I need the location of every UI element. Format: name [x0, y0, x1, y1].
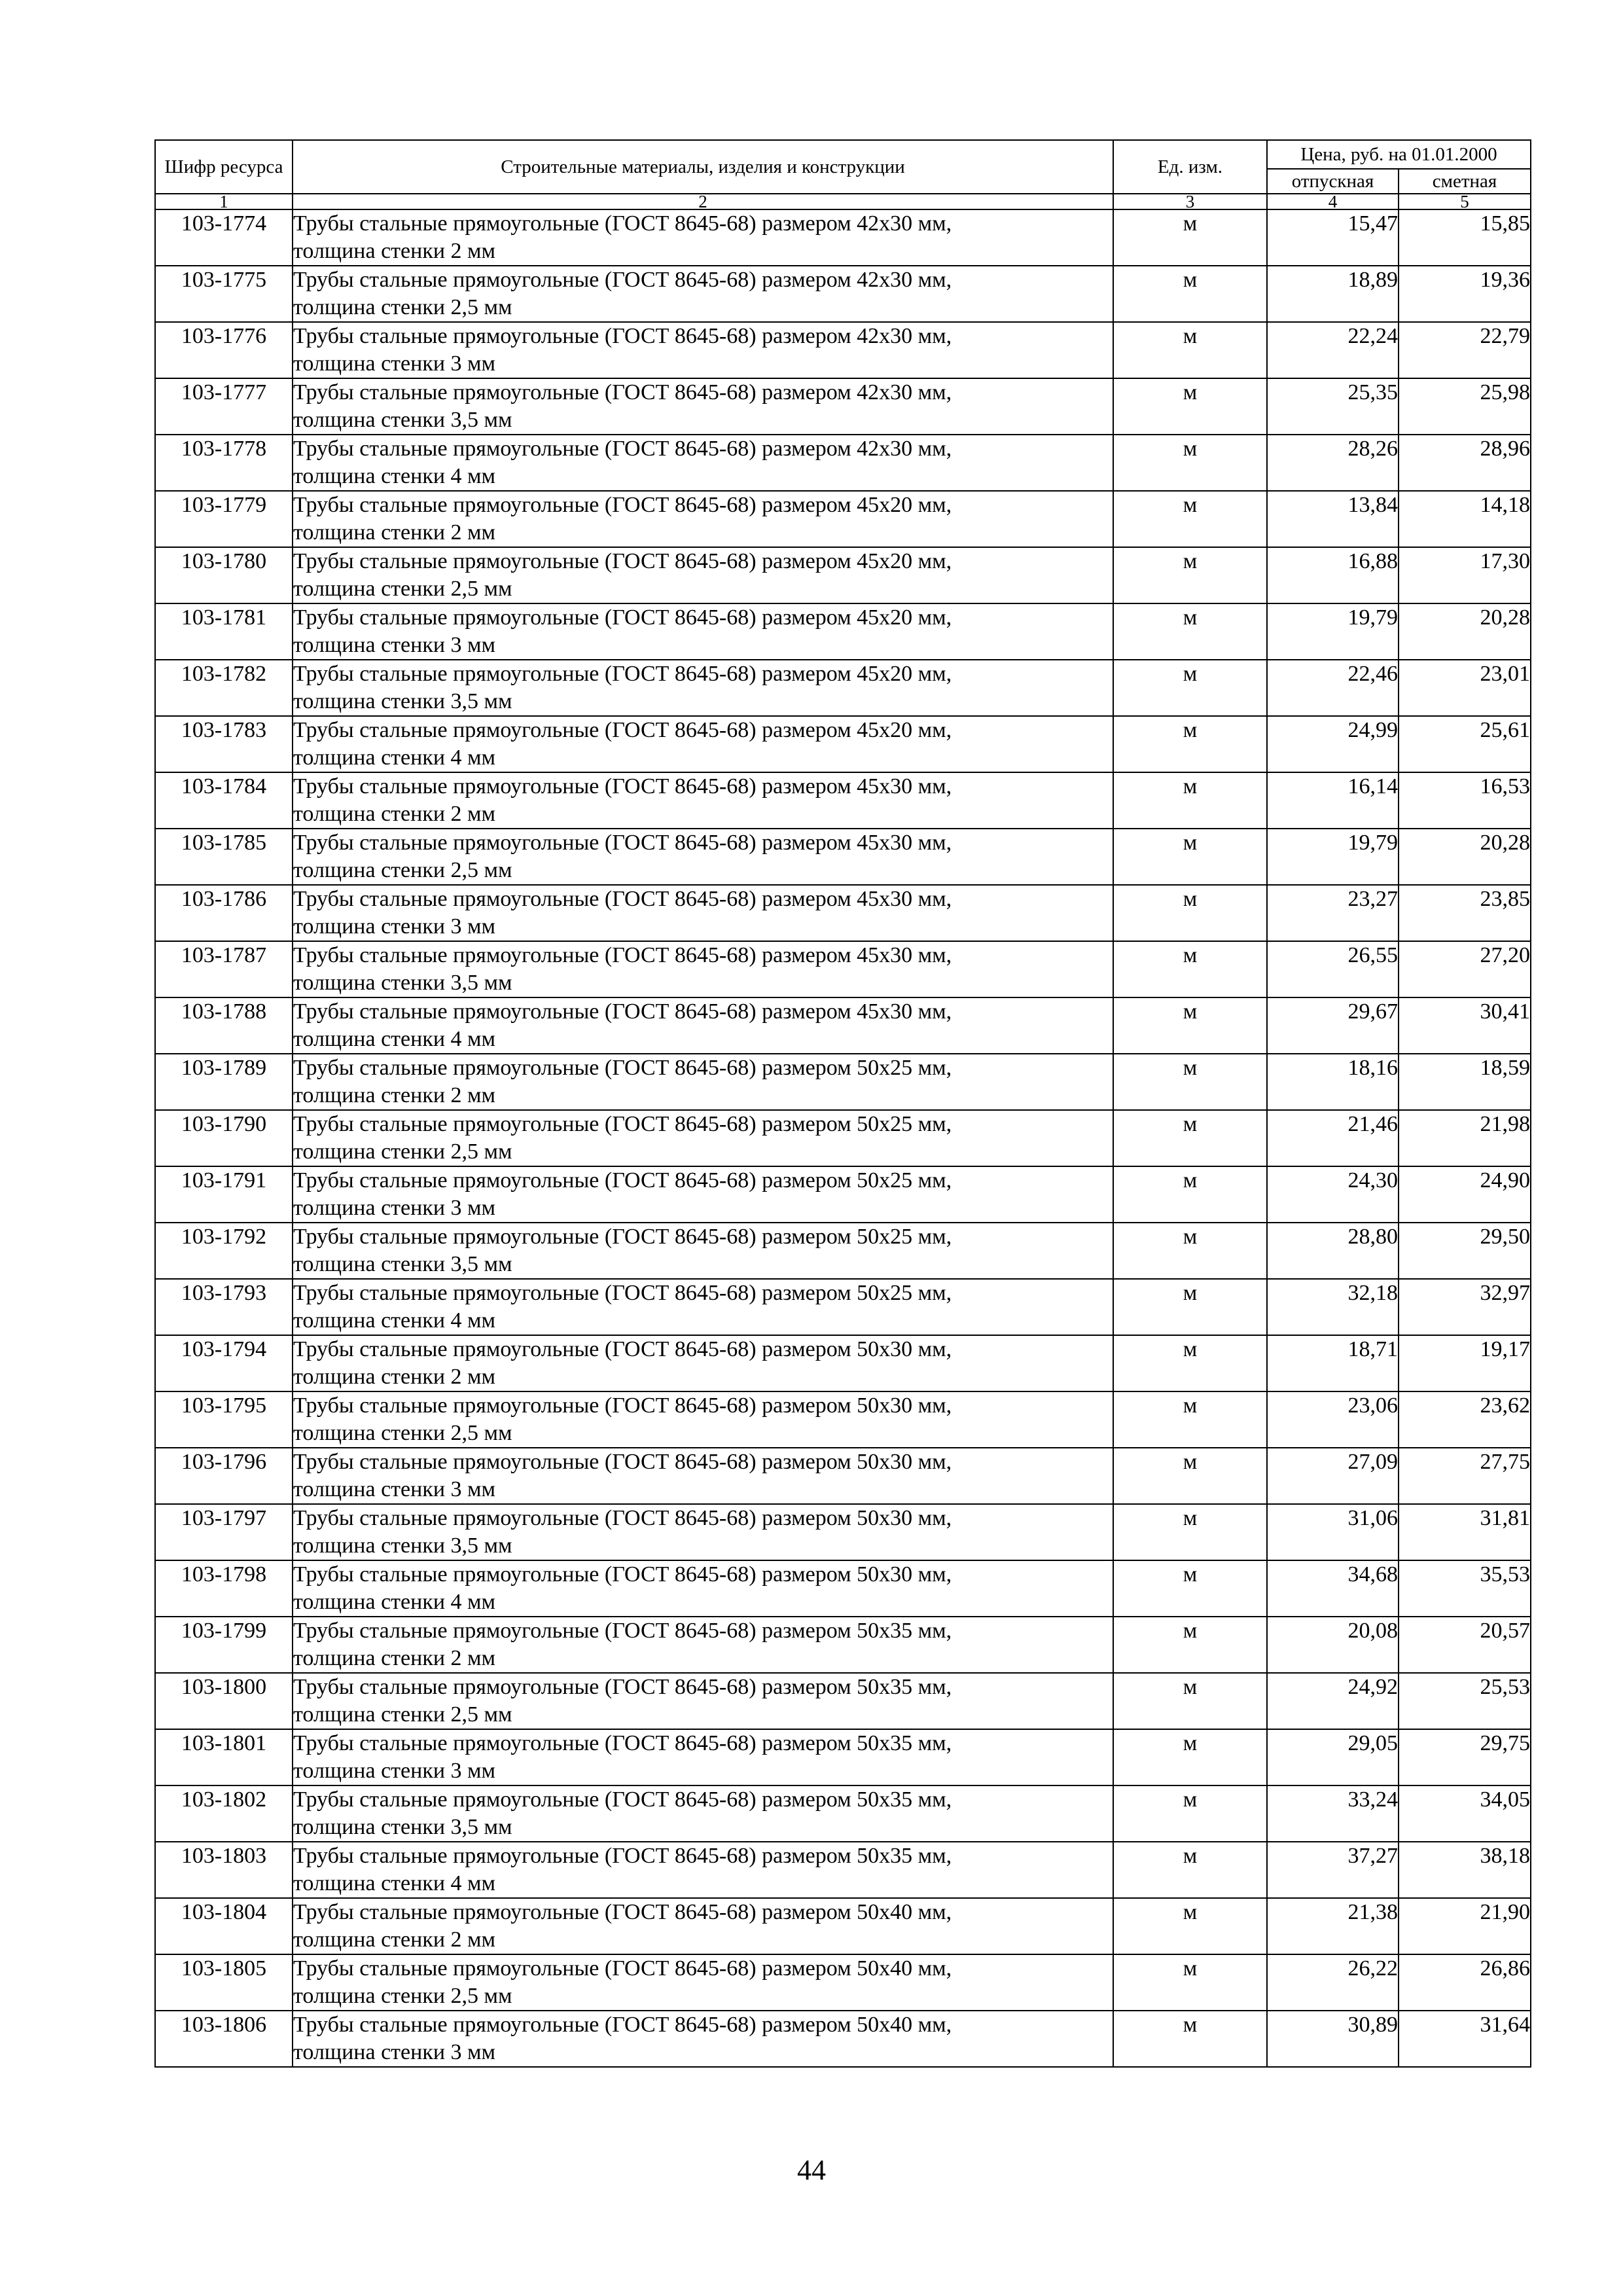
price-estimate: 19,17	[1399, 1335, 1531, 1391]
price-estimate: 21,98	[1399, 1110, 1531, 1166]
resource-code: 103-1789	[155, 1054, 293, 1110]
resource-code: 103-1775	[155, 266, 293, 322]
table-row	[155, 2011, 1531, 2067]
unit: м	[1113, 378, 1267, 435]
column-number: 1	[155, 194, 293, 209]
price-estimate: 15,85	[1399, 209, 1531, 266]
resource-code: 103-1795	[155, 1391, 293, 1448]
price-estimate: 26,86	[1399, 1954, 1531, 2011]
price-estimate: 17,30	[1399, 547, 1531, 603]
material-name-line-1: Трубы стальные прямоугольные (ГОСТ 8645-68) размером 50х30 мм,	[293, 1450, 952, 1474]
price-estimate: 25,98	[1399, 378, 1531, 435]
resource-code: 103-1774	[155, 209, 293, 266]
unit: м	[1113, 1223, 1267, 1279]
price-release: 13,84	[1267, 491, 1399, 547]
material-name-line-2: толщина стенки 3 мм	[293, 351, 496, 376]
column-number: 5	[1399, 194, 1531, 209]
resource-code: 103-1786	[155, 885, 293, 941]
material-name	[293, 1617, 1113, 1673]
price-estimate: 34,05	[1399, 1785, 1531, 1842]
unit: м	[1113, 772, 1267, 829]
table-row	[155, 266, 1531, 322]
price-estimate: 35,53	[1399, 1560, 1531, 1617]
unit: м	[1113, 322, 1267, 378]
resource-code: 103-1801	[155, 1729, 293, 1785]
material-name-line-1: Трубы стальные прямоугольные (ГОСТ 8645-68) размером 50х25 мм,	[293, 1056, 952, 1080]
resource-code: 103-1790	[155, 1110, 293, 1166]
unit: м	[1113, 547, 1267, 603]
unit: м	[1113, 2011, 1267, 2067]
header-code: Шифр ресурса	[155, 140, 293, 194]
material-name	[293, 1898, 1113, 1954]
resource-code: 103-1803	[155, 1842, 293, 1898]
table-row	[155, 1166, 1531, 1223]
material-name	[293, 1110, 1113, 1166]
material-name-line-1: Трубы стальные прямоугольные (ГОСТ 8645-68) размером 50х35 мм,	[293, 1844, 952, 1868]
table-row	[155, 547, 1531, 603]
table-row	[155, 1391, 1531, 1448]
material-name-line-2: толщина стенки 4 мм	[293, 1027, 496, 1051]
material-name-line-2: толщина стенки 3 мм	[293, 2040, 496, 2064]
header-name: Строительные материалы, изделия и конструкции	[293, 140, 1113, 194]
material-name-line-2: толщина стенки 3,5 мм	[293, 689, 512, 713]
material-name	[293, 941, 1113, 997]
material-name-line-2: толщина стенки 2 мм	[293, 239, 496, 263]
material-name	[293, 1448, 1113, 1504]
resource-code: 103-1782	[155, 660, 293, 716]
table-row	[155, 1617, 1531, 1673]
resource-code: 103-1796	[155, 1448, 293, 1504]
price-estimate: 31,81	[1399, 1504, 1531, 1560]
price-release: 28,26	[1267, 435, 1399, 491]
material-name-line-2: толщина стенки 3,5 мм	[293, 971, 512, 995]
price-release: 29,05	[1267, 1729, 1399, 1785]
material-name	[293, 547, 1113, 603]
material-name-line-2: толщина стенки 4 мм	[293, 1590, 496, 1614]
resource-code: 103-1785	[155, 829, 293, 885]
material-name-line-2: толщина стенки 3 мм	[293, 1759, 496, 1783]
material-name	[293, 491, 1113, 547]
material-name-line-2: толщина стенки 3 мм	[293, 914, 496, 939]
resource-code: 103-1781	[155, 603, 293, 660]
table-row	[155, 1842, 1531, 1898]
unit: м	[1113, 209, 1267, 266]
price-estimate: 23,62	[1399, 1391, 1531, 1448]
price-release: 18,71	[1267, 1335, 1399, 1391]
price-estimate: 20,57	[1399, 1617, 1531, 1673]
unit: м	[1113, 1842, 1267, 1898]
resource-code: 103-1806	[155, 2011, 293, 2067]
price-release: 23,27	[1267, 885, 1399, 941]
material-name-line-2: толщина стенки 2,5 мм	[293, 577, 512, 601]
table-row	[155, 941, 1531, 997]
material-name	[293, 2011, 1113, 2067]
price-estimate: 18,59	[1399, 1054, 1531, 1110]
price-release: 28,80	[1267, 1223, 1399, 1279]
price-release: 22,46	[1267, 660, 1399, 716]
material-name	[293, 772, 1113, 829]
material-name-line-2: толщина стенки 2 мм	[293, 520, 496, 545]
material-name	[293, 378, 1113, 435]
material-name-line-1: Трубы стальные прямоугольные (ГОСТ 8645-68) размером 42х30 мм,	[293, 324, 952, 348]
material-name	[293, 1166, 1113, 1223]
price-estimate: 32,97	[1399, 1279, 1531, 1335]
material-name-line-1: Трубы стальные прямоугольные (ГОСТ 8645-68) размером 50х40 мм,	[293, 1900, 952, 1924]
unit: м	[1113, 885, 1267, 941]
material-name-line-1: Трубы стальные прямоугольные (ГОСТ 8645-68) размером 42х30 мм,	[293, 211, 952, 236]
price-estimate: 25,61	[1399, 716, 1531, 772]
table-row	[155, 1054, 1531, 1110]
price-estimate: 30,41	[1399, 997, 1531, 1054]
unit: м	[1113, 1054, 1267, 1110]
unit: м	[1113, 1785, 1267, 1842]
price-release: 21,38	[1267, 1898, 1399, 1954]
material-name-line-2: толщина стенки 4 мм	[293, 464, 496, 488]
table-row	[155, 829, 1531, 885]
header-unit: Ед. изм.	[1113, 140, 1267, 194]
material-name-line-2: толщина стенки 4 мм	[293, 745, 496, 770]
column-number: 2	[293, 194, 1113, 209]
unit: м	[1113, 1448, 1267, 1504]
column-number: 3	[1113, 194, 1267, 209]
material-name-line-1: Трубы стальные прямоугольные (ГОСТ 8645-68) размером 45х30 мм,	[293, 943, 952, 967]
unit: м	[1113, 1954, 1267, 2011]
resource-code: 103-1779	[155, 491, 293, 547]
material-name-line-2: толщина стенки 3,5 мм	[293, 408, 512, 432]
material-name-line-1: Трубы стальные прямоугольные (ГОСТ 8645-68) размером 42х30 мм,	[293, 268, 952, 292]
material-name-line-1: Трубы стальные прямоугольные (ГОСТ 8645-68) размером 50х25 мм,	[293, 1281, 952, 1305]
unit: м	[1113, 1898, 1267, 1954]
unit: м	[1113, 603, 1267, 660]
price-release: 21,46	[1267, 1110, 1399, 1166]
material-name	[293, 1785, 1113, 1842]
resource-code: 103-1802	[155, 1785, 293, 1842]
table-row	[155, 435, 1531, 491]
unit: м	[1113, 1504, 1267, 1560]
price-release: 26,55	[1267, 941, 1399, 997]
material-name	[293, 1054, 1113, 1110]
material-name-line-2: толщина стенки 2 мм	[293, 1365, 496, 1389]
price-estimate: 27,20	[1399, 941, 1531, 997]
header-price-release: отпускная	[1267, 169, 1399, 194]
unit: м	[1113, 491, 1267, 547]
material-name-line-2: толщина стенки 3,5 мм	[293, 1815, 512, 1839]
unit: м	[1113, 435, 1267, 491]
material-name-line-1: Трубы стальные прямоугольные (ГОСТ 8645-68) размером 50х40 мм,	[293, 1956, 952, 1981]
price-release: 18,16	[1267, 1054, 1399, 1110]
price-estimate: 27,75	[1399, 1448, 1531, 1504]
table-row	[155, 1448, 1531, 1504]
material-name-line-2: толщина стенки 4 мм	[293, 1871, 496, 1895]
material-name-line-1: Трубы стальные прямоугольные (ГОСТ 8645-68) размером 50х25 мм,	[293, 1112, 952, 1136]
price-release: 26,22	[1267, 1954, 1399, 2011]
material-name	[293, 716, 1113, 772]
table-row	[155, 1335, 1531, 1391]
unit: м	[1113, 716, 1267, 772]
price-estimate: 21,90	[1399, 1898, 1531, 1954]
resource-code: 103-1805	[155, 1954, 293, 2011]
table-row	[155, 1504, 1531, 1560]
material-name-line-2: толщина стенки 2 мм	[293, 802, 496, 826]
price-estimate: 29,50	[1399, 1223, 1531, 1279]
price-release: 16,14	[1267, 772, 1399, 829]
price-release: 30,89	[1267, 2011, 1399, 2067]
material-name-line-2: толщина стенки 2 мм	[293, 1083, 496, 1107]
material-name	[293, 1842, 1113, 1898]
table-body	[155, 209, 1531, 2067]
table-row	[155, 1729, 1531, 1785]
unit: м	[1113, 997, 1267, 1054]
resource-code: 103-1777	[155, 378, 293, 435]
resource-code: 103-1780	[155, 547, 293, 603]
material-name-line-1: Трубы стальные прямоугольные (ГОСТ 8645-68) размером 50х30 мм,	[293, 1562, 952, 1587]
price-estimate: 20,28	[1399, 829, 1531, 885]
material-name-line-1: Трубы стальные прямоугольные (ГОСТ 8645-68) размером 42х30 мм,	[293, 380, 952, 404]
material-name-line-2: толщина стенки 2,5 мм	[293, 858, 512, 882]
price-estimate: 22,79	[1399, 322, 1531, 378]
material-name-line-1: Трубы стальные прямоугольные (ГОСТ 8645-68) размером 45х30 мм,	[293, 887, 952, 911]
header-price-estimate: сметная	[1399, 169, 1531, 194]
material-name-line-1: Трубы стальные прямоугольные (ГОСТ 8645-68) размером 50х30 мм,	[293, 1506, 952, 1530]
table-row	[155, 603, 1531, 660]
price-estimate: 23,01	[1399, 660, 1531, 716]
material-name-line-1: Трубы стальные прямоугольные (ГОСТ 8645-68) размером 50х35 мм,	[293, 1619, 952, 1643]
material-name-line-1: Трубы стальные прямоугольные (ГОСТ 8645-68) размером 45х20 мм,	[293, 718, 952, 742]
table-row	[155, 716, 1531, 772]
table-row	[155, 997, 1531, 1054]
unit: м	[1113, 1391, 1267, 1448]
material-name	[293, 1954, 1113, 2011]
unit: м	[1113, 1279, 1267, 1335]
price-release: 34,68	[1267, 1560, 1399, 1617]
price-estimate: 14,18	[1399, 491, 1531, 547]
price-release: 24,92	[1267, 1673, 1399, 1729]
resource-code: 103-1791	[155, 1166, 293, 1223]
price-estimate: 29,75	[1399, 1729, 1531, 1785]
header-price-group: Цена, руб. на 01.01.2000	[1267, 140, 1531, 169]
resource-code: 103-1784	[155, 772, 293, 829]
material-name	[293, 1391, 1113, 1448]
column-number: 4	[1267, 194, 1399, 209]
material-name	[293, 435, 1113, 491]
table-row	[155, 1673, 1531, 1729]
price-release: 23,06	[1267, 1391, 1399, 1448]
price-release: 27,09	[1267, 1448, 1399, 1504]
material-name-line-1: Трубы стальные прямоугольные (ГОСТ 8645-68) размером 50х30 мм,	[293, 1393, 952, 1418]
table-row	[155, 1898, 1531, 1954]
table-row	[155, 1223, 1531, 1279]
material-name	[293, 660, 1113, 716]
price-release: 18,89	[1267, 266, 1399, 322]
table-row	[155, 1785, 1531, 1842]
material-name-line-2: толщина стенки 3,5 мм	[293, 1252, 512, 1276]
page-number: 44	[797, 2154, 826, 2186]
material-name-line-1: Трубы стальные прямоугольные (ГОСТ 8645-68) размером 42х30 мм,	[293, 437, 952, 461]
resource-code: 103-1778	[155, 435, 293, 491]
table-row	[155, 322, 1531, 378]
unit: м	[1113, 1729, 1267, 1785]
unit: м	[1113, 660, 1267, 716]
unit: м	[1113, 1617, 1267, 1673]
material-name-line-1: Трубы стальные прямоугольные (ГОСТ 8645-68) размером 50х35 мм,	[293, 1787, 952, 1812]
material-name	[293, 1223, 1113, 1279]
resource-code: 103-1797	[155, 1504, 293, 1560]
material-name	[293, 1335, 1113, 1391]
table-row	[155, 1560, 1531, 1617]
unit: м	[1113, 1335, 1267, 1391]
resource-code: 103-1799	[155, 1617, 293, 1673]
price-release: 19,79	[1267, 829, 1399, 885]
material-name-line-1: Трубы стальные прямоугольные (ГОСТ 8645-68) размером 45х20 мм,	[293, 662, 952, 686]
material-name-line-2: толщина стенки 2,5 мм	[293, 1984, 512, 2008]
resource-code: 103-1804	[155, 1898, 293, 1954]
table-row	[155, 885, 1531, 941]
material-name-line-2: толщина стенки 4 мм	[293, 1308, 496, 1333]
price-release: 16,88	[1267, 547, 1399, 603]
price-release: 22,24	[1267, 322, 1399, 378]
price-release: 37,27	[1267, 1842, 1399, 1898]
resource-code: 103-1776	[155, 322, 293, 378]
material-name	[293, 322, 1113, 378]
price-estimate: 20,28	[1399, 603, 1531, 660]
price-estimate: 24,90	[1399, 1166, 1531, 1223]
price-release: 29,67	[1267, 997, 1399, 1054]
unit: м	[1113, 1110, 1267, 1166]
price-estimate: 16,53	[1399, 772, 1531, 829]
table-row	[155, 660, 1531, 716]
price-release: 24,30	[1267, 1166, 1399, 1223]
material-name-line-2: толщина стенки 2,5 мм	[293, 1421, 512, 1445]
material-name-line-1: Трубы стальные прямоугольные (ГОСТ 8645-68) размером 45х20 мм,	[293, 493, 952, 517]
price-release: 20,08	[1267, 1617, 1399, 1673]
price-release: 31,06	[1267, 1504, 1399, 1560]
material-name-line-2: толщина стенки 3 мм	[293, 633, 496, 657]
material-name-line-1: Трубы стальные прямоугольные (ГОСТ 8645-68) размером 50х25 мм,	[293, 1168, 952, 1193]
resource-code: 103-1794	[155, 1335, 293, 1391]
price-release: 19,79	[1267, 603, 1399, 660]
price-release: 15,47	[1267, 209, 1399, 266]
price-release: 24,99	[1267, 716, 1399, 772]
unit: м	[1113, 829, 1267, 885]
price-release: 32,18	[1267, 1279, 1399, 1335]
material-name	[293, 829, 1113, 885]
price-estimate: 19,36	[1399, 266, 1531, 322]
material-name	[293, 1729, 1113, 1785]
resource-code: 103-1787	[155, 941, 293, 997]
material-name-line-1: Трубы стальные прямоугольные (ГОСТ 8645-68) размером 45х30 мм,	[293, 774, 952, 798]
price-table	[154, 139, 1531, 2068]
unit: м	[1113, 1560, 1267, 1617]
price-release: 33,24	[1267, 1785, 1399, 1842]
table-row	[155, 491, 1531, 547]
material-name-line-1: Трубы стальные прямоугольные (ГОСТ 8645-68) размером 50х35 мм,	[293, 1731, 952, 1755]
resource-code: 103-1793	[155, 1279, 293, 1335]
price-estimate: 28,96	[1399, 435, 1531, 491]
material-name-line-2: толщина стенки 3 мм	[293, 1196, 496, 1220]
material-name-line-2: толщина стенки 2,5 мм	[293, 295, 512, 319]
price-release: 25,35	[1267, 378, 1399, 435]
table-row	[155, 1110, 1531, 1166]
material-name	[293, 1673, 1113, 1729]
material-name-line-2: толщина стенки 3,5 мм	[293, 1534, 512, 1558]
table-row	[155, 1279, 1531, 1335]
price-estimate: 25,53	[1399, 1673, 1531, 1729]
material-name	[293, 885, 1113, 941]
resource-code: 103-1798	[155, 1560, 293, 1617]
material-name-line-1: Трубы стальные прямоугольные (ГОСТ 8645-68) размером 50х25 мм,	[293, 1225, 952, 1249]
resource-code: 103-1792	[155, 1223, 293, 1279]
material-name	[293, 603, 1113, 660]
table-row	[155, 378, 1531, 435]
table-row	[155, 209, 1531, 266]
price-estimate: 23,85	[1399, 885, 1531, 941]
material-name-line-1: Трубы стальные прямоугольные (ГОСТ 8645-68) размером 50х35 мм,	[293, 1675, 952, 1699]
price-estimate: 31,64	[1399, 2011, 1531, 2067]
material-name	[293, 209, 1113, 266]
material-name	[293, 1279, 1113, 1335]
resource-code: 103-1800	[155, 1673, 293, 1729]
material-name-line-1: Трубы стальные прямоугольные (ГОСТ 8645-68) размером 50х30 мм,	[293, 1337, 952, 1361]
column-number-row	[155, 194, 1531, 209]
price-estimate: 38,18	[1399, 1842, 1531, 1898]
unit: м	[1113, 1673, 1267, 1729]
material-name-line-2: толщина стенки 2,5 мм	[293, 1139, 512, 1164]
material-name-line-1: Трубы стальные прямоугольные (ГОСТ 8645-68) размером 50х40 мм,	[293, 2013, 952, 2037]
resource-code: 103-1783	[155, 716, 293, 772]
material-name-line-2: толщина стенки 3 мм	[293, 1477, 496, 1501]
material-name-line-1: Трубы стальные прямоугольные (ГОСТ 8645-68) размером 45х20 мм,	[293, 605, 952, 630]
material-name-line-1: Трубы стальные прямоугольные (ГОСТ 8645-68) размером 45х30 мм,	[293, 999, 952, 1024]
material-name-line-2: толщина стенки 2,5 мм	[293, 1702, 512, 1727]
material-name	[293, 1504, 1113, 1560]
unit: м	[1113, 941, 1267, 997]
unit: м	[1113, 266, 1267, 322]
resource-code: 103-1788	[155, 997, 293, 1054]
material-name	[293, 266, 1113, 322]
material-name	[293, 1560, 1113, 1617]
material-name-line-2: толщина стенки 2 мм	[293, 1928, 496, 1952]
unit: м	[1113, 1166, 1267, 1223]
table-row	[155, 1954, 1531, 2011]
material-name-line-1: Трубы стальные прямоугольные (ГОСТ 8645-68) размером 45х30 мм,	[293, 831, 952, 855]
material-name-line-2: толщина стенки 2 мм	[293, 1646, 496, 1670]
table-header	[155, 140, 1531, 209]
material-name-line-1: Трубы стальные прямоугольные (ГОСТ 8645-68) размером 45х20 мм,	[293, 549, 952, 573]
material-name	[293, 997, 1113, 1054]
table-row	[155, 772, 1531, 829]
